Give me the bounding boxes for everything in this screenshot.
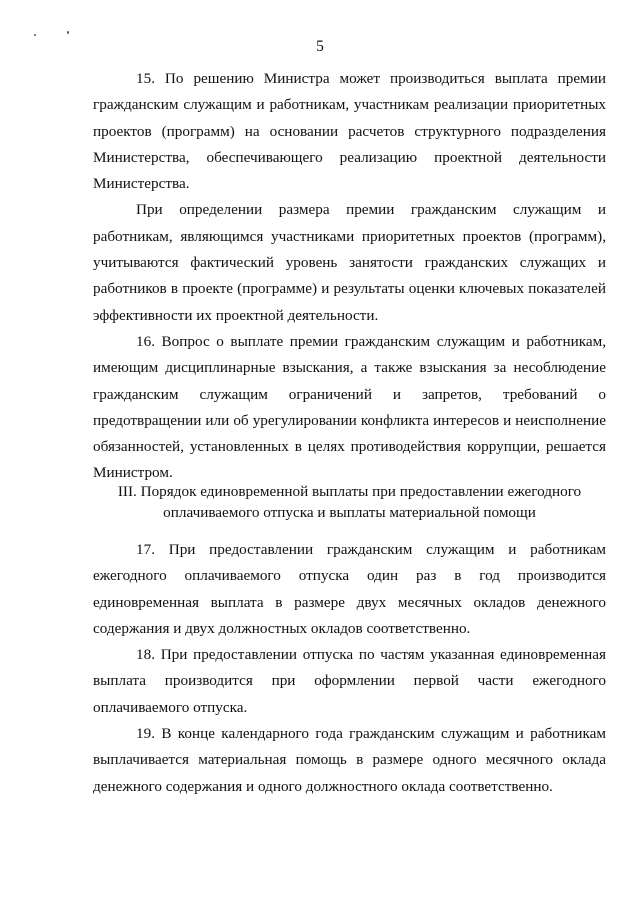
scan-speck — [34, 34, 36, 36]
paragraph-15-continued: При определении размера премии гражданским служащим и работникам, являющимся участниками приоритетных проектов (программ), учитываются фактический уровень занятости гражданских служащих и работников в проекте (программе) и результаты оценки ключевых показателей эффективности их проектной деятельности. — [93, 201, 606, 324]
paragraph-18: 18. При предоставлении отпуска по частям указанная единовременная выплата производится при оформлении первой части ежегодного оплачиваемого отпуска. — [93, 646, 606, 716]
scan-speck — [67, 31, 69, 34]
section-3-text — [93, 537, 606, 800]
section-2-text — [93, 66, 606, 487]
paragraph-19: 19. В конце календарного года гражданским служащим и работникам выплачивается материальная помощь в размере одного месячного оклада денежного содержания и одного должностного оклада соответственно. — [93, 725, 606, 795]
section-heading: III. Порядок единовременной выплаты при предоставлении ежегодного оплачиваемого отпуска и выплаты материальной помощи — [117, 483, 582, 521]
paragraph-15: 15. По решению Министра может производиться выплата премии гражданским служащим и работникам, участникам реализации приоритетных проектов (программ) на основании расчетов структурного подразделения Министерства, обеспечивающего реализацию проектной деятельности Министерства. — [93, 70, 606, 193]
paragraph-17: 17. При предоставлении гражданским служащим и работникам ежегодного оплачиваемого отпуска один раз в год производится единовременная выплата в размере двух месячных окладов денежного содержания и двух должностных окладов соответственно. — [93, 541, 606, 637]
paragraph-16: 16. Вопрос о выплате премии гражданским служащим и работникам, имеющим дисциплинарные взыскания, а также взыскания за несоблюдение гражданским служащим ограничений и запретов, требований о предотвращении или об урегулировании конфликта интересов и неисполнение обязанностей, установленных в целях противодействия коррупции, решается Министром. — [93, 332, 606, 482]
page-number: 5 — [316, 38, 324, 55]
